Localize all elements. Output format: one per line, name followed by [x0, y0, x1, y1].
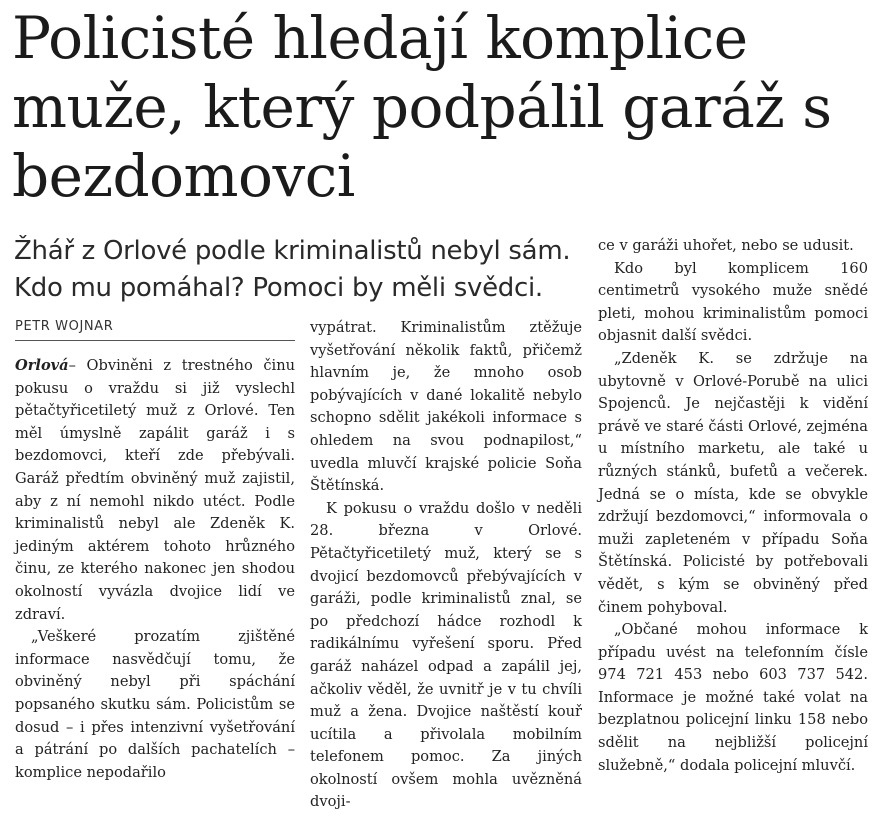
paragraph: Kdo byl komplicem 160 centimetrů vysokého muže snědé pleti, mohou kriminalistům pomoci objasnit další svědci.	[598, 259, 868, 345]
paragraph: K pokusu o vraždu došlo v neděli 28. března v Orlové. Pětačtyřicetiletý muž, který se s dvojicí bezdomovců přebývajících v garáži, podle kriminalistů znal, se po předchozí hádce rozhodl k radikálnímu vyřešení sporu. Před garáž naházel odpad a zapálil jej, ačkoliv věděl, že uvnitř je v tu chvíli muž a žena. Dvojice naštěstí kouř ucítila a přivolala mobilním telefonem pomoc. Za jiných okolností ovšem mohla uvězněná dvoji-	[310, 499, 582, 811]
paragraph	[15, 355, 295, 626]
paragraph-text: – Obviněni z trestného činu pokusu o vraždu si již vyslechl pětačtyřicetiletý muž z Orlové. Ten měl úmyslně zapálit garáž i s bezdomovci, kteří zde přebývali. Garáž předtím obviněný muž zajistil, aby z ní nemohl nikdo utéct. Podle kriminalistů nebyl ale Zdeněk K. jediným aktérem tohoto hrůzného činu, ze kterého nakonec jen shodou okolností vyvázla dvojice lidí ve zdraví.	[15, 357, 295, 623]
article-column-1	[15, 355, 295, 784]
paragraph: ce v garáži uhořet, nebo se udusit.	[598, 237, 854, 254]
paragraph: vypátrat. Kriminalistům ztěžuje vyšetřování několik faktů, přičemž hlavním je, že mnoho osob pobývajících v dané lokalitě nebylo schopno sdělit jakékoli informace s ohledem na svou podnapilost,“ uvedla mluvčí krajské policie Soňa Štětínská.	[310, 319, 582, 495]
paragraph: „Občané mohou informace k případu uvést na telefonním čísle 974 721 453 nebo 603 737 542. Informace je možné také volat na bezplatnou policejní linku 158 nebo sdělit na nejbližší policejní služebně,“ dodala policejní mluvčí.	[598, 621, 868, 774]
byline: PETR WOJNAR	[15, 319, 295, 341]
dateline: Orlová	[15, 357, 69, 374]
article-column-3	[598, 235, 868, 777]
headline: Policisté hledají komplice muže, který podpálil garáž s bezdomovci	[12, 4, 832, 210]
paragraph: „Zdeněk K. se zdržuje na ubytovně v Orlové-Porubě na ulici Spojenců. Je nejčastěji k vidění právě ve staré části Orlové, zejména u místního marketu, ale také u různých stánků, bufetů a večerek. Jedná se o místa, kde se obvykle zdržují bezdomovci,“ informovala o muži zapleteném v případu Soňa Štětínská. Policisté by potřebovali vědět, s kým se obviněný před činem pohyboval.	[598, 349, 868, 616]
subheadline: Žhář z Orlové podle kriminalistů nebyl sám. Kdo mu pomáhal? Pomoci by měli svědci.	[14, 236, 571, 303]
paragraph: „Veškeré prozatím zjištěné informace nasvědčují tomu, že obviněný nebyl při spáchání popsaného skutku sám. Policistům se dosud – i přes intenzivní vyšetřování a pátrání po dalších pachatelích – komplice nepodařilo	[15, 628, 295, 781]
article-column-2	[310, 317, 582, 814]
